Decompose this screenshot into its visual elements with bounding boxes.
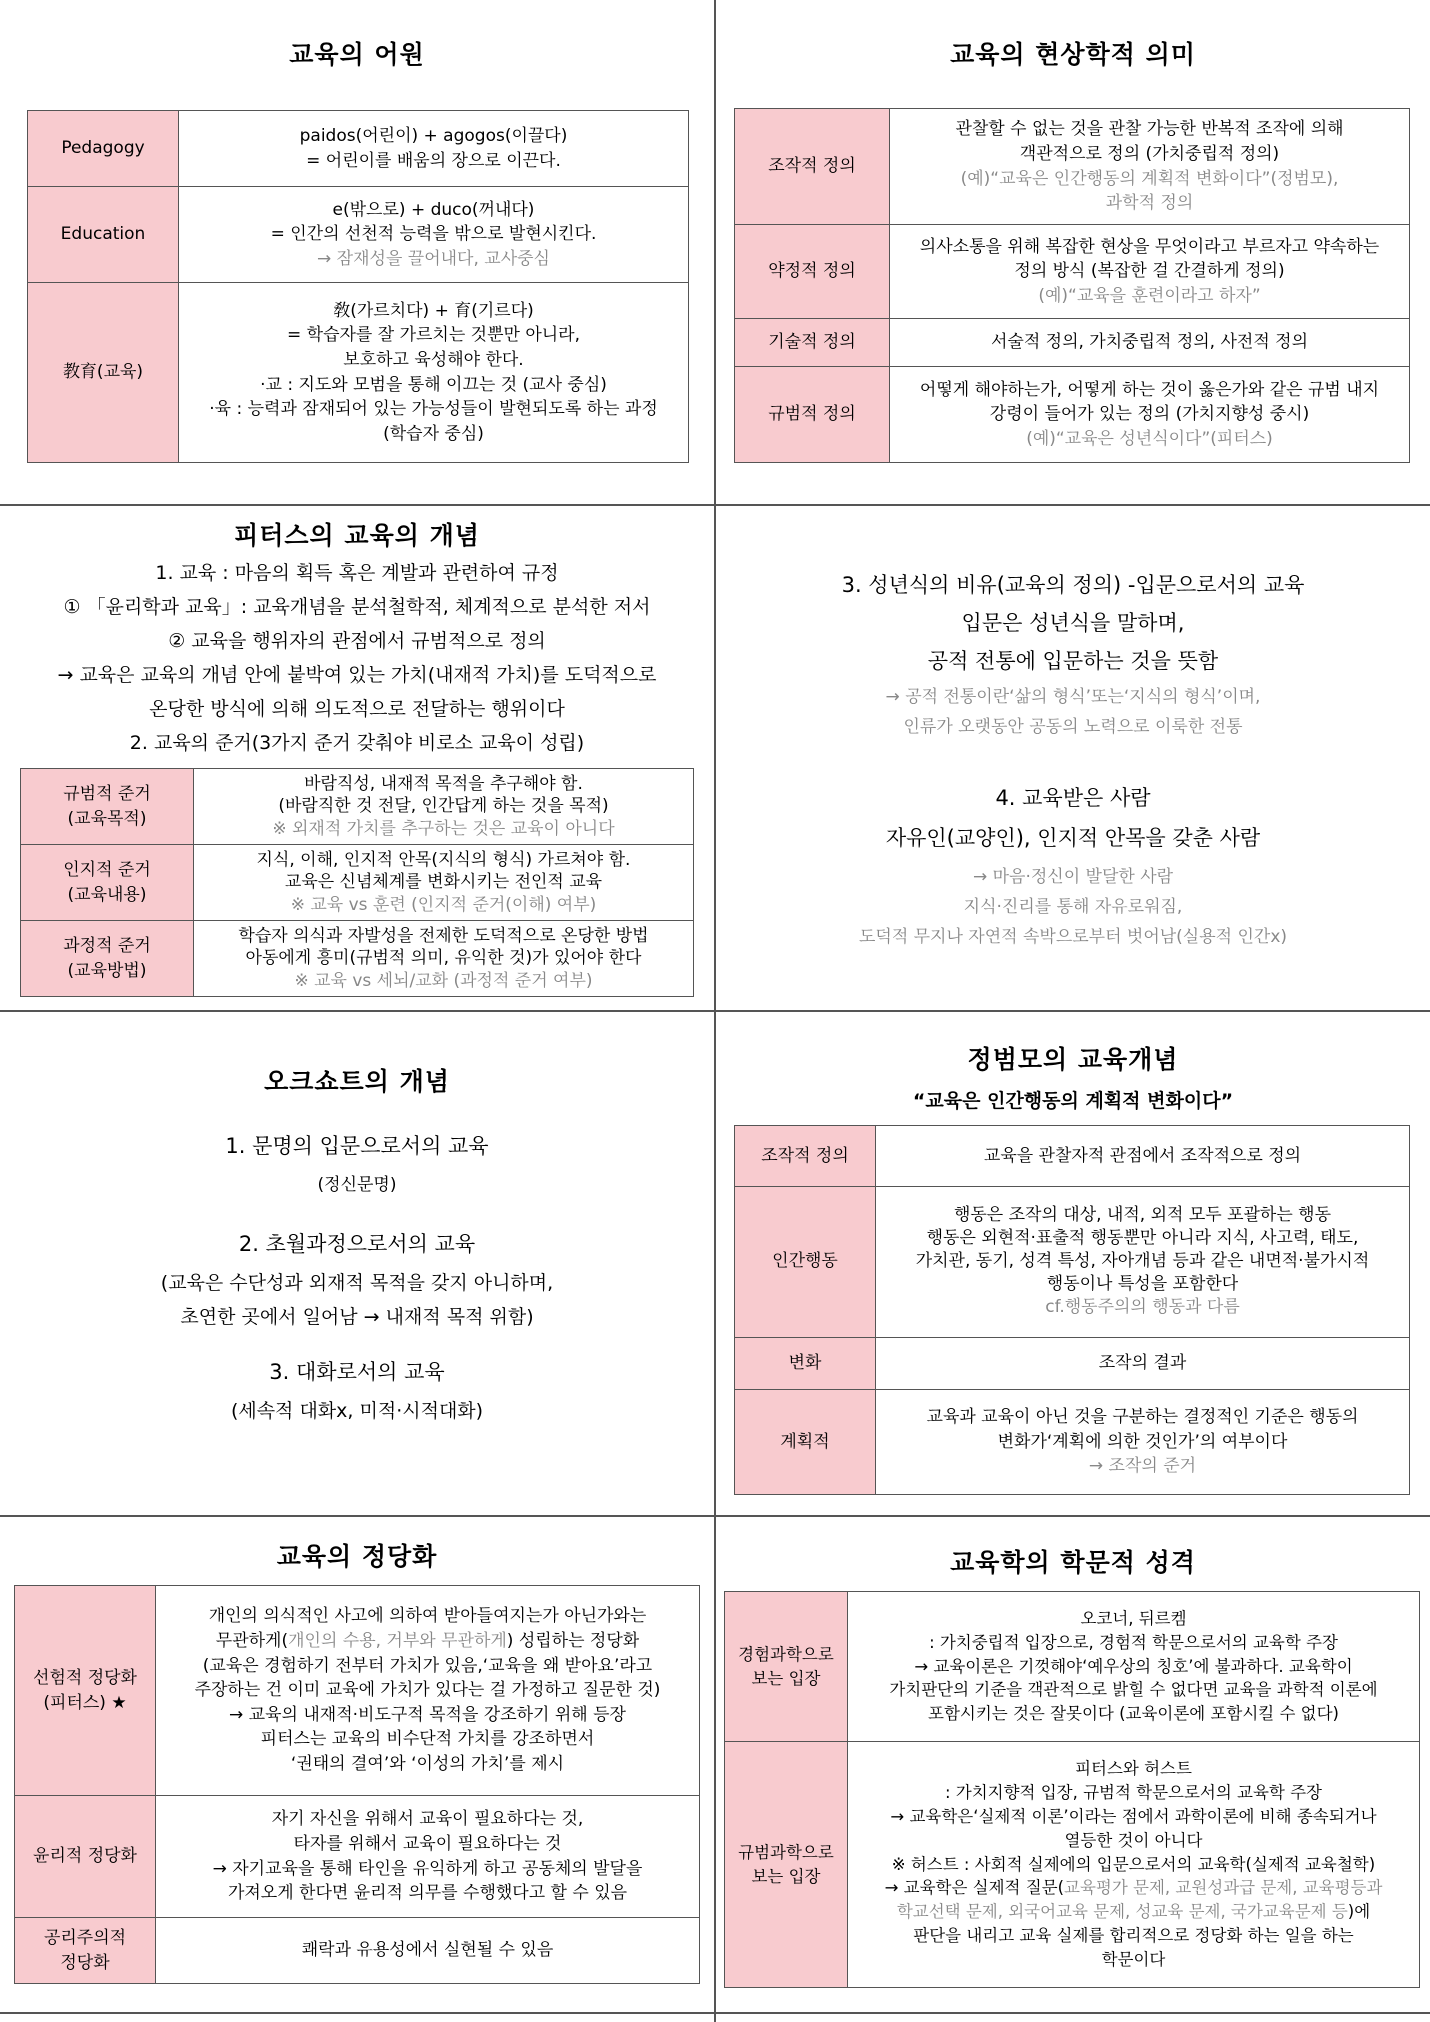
panel-title: 피터스의 교육의 개념 xyxy=(234,521,480,550)
content-line: ·육 : 능력과 잠재되어 있는 가능성들이 발현되도록 하는 과정 xyxy=(209,399,658,420)
text-part: 무관하게( xyxy=(215,1630,289,1651)
table-row xyxy=(735,1337,1410,1389)
justification-table xyxy=(14,1585,700,1984)
row-content xyxy=(194,921,694,997)
content-line: : 가치지향적 입장, 규범적 학문으로서의 교육학 주장 xyxy=(945,1782,1322,1802)
note-line: 지식·진리를 통해 자유로워짐, xyxy=(963,897,1183,917)
content-line: ·교 : 지도와 모범을 통해 이끄는 것 (교사 중심) xyxy=(260,374,607,395)
criteria-table xyxy=(20,768,694,997)
content-line: = 학습자를 잘 가르치는 것뿐만 아니라, xyxy=(287,325,580,346)
row-content xyxy=(890,225,1410,319)
content-line: 행동은 외현적·표출적 행동뿐만 아니라 지식, 사고력, 태도, xyxy=(926,1228,1359,1249)
content-line: 가치판단의 기준을 객관적으로 밝힐 수 없다면 교육을 과학적 이론에 xyxy=(889,1680,1378,1700)
panel-title: 교육의 어원 xyxy=(289,40,425,69)
row-content xyxy=(194,845,694,921)
row-content xyxy=(156,1586,700,1796)
text-line: → 교육은 교육의 개념 안에 붙박여 있는 가치(내재적 가치)를 도덕적으로 xyxy=(57,664,657,686)
text-part: ) 성립하는 정당화 xyxy=(506,1630,640,1651)
text-line: ② 교육을 행위자의 관점에서 규범적으로 정의 xyxy=(168,630,546,652)
text-line: ① 「윤리학과 교육」: 교육개념을 분석철학적, 체계적으로 분석한 저서 xyxy=(63,596,651,618)
label-line: 보는 입장 xyxy=(751,1668,821,1688)
table-row xyxy=(735,1126,1410,1187)
text-line: 공적 전통에 입문하는 것을 뜻함 xyxy=(927,649,1219,673)
content-line: 교육과 교육이 아닌 것을 구분하는 결정적인 기준은 행동의 xyxy=(926,1407,1359,1428)
row-content xyxy=(876,1126,1410,1187)
label-line: 정당화 xyxy=(60,1952,110,1973)
content-line: 열등한 것이 아니다 xyxy=(1064,1830,1203,1850)
row-label: 변화 xyxy=(735,1337,876,1389)
row-label: 인간행동 xyxy=(735,1186,876,1337)
row-content xyxy=(179,187,689,283)
content-line: 교육은 신념체계를 변화시키는 전인적 교육 xyxy=(284,872,603,893)
table-row xyxy=(735,367,1410,463)
content-line: → 교육이론은 기껏해야‘예우상의 칭호’에 불과하다. 교육학이 xyxy=(914,1656,1353,1676)
row-label xyxy=(21,921,194,997)
table-row xyxy=(15,1918,700,1984)
content-note: ※ 교육 vs 세뇌/교화 (과정적 준거 여부) xyxy=(294,970,593,991)
content-line: 객관적으로 정의 (가치중립적 정의) xyxy=(1019,143,1280,164)
content-line: 아동에게 흥미(규범적 의미, 유익한 것)가 있어야 한다 xyxy=(245,948,642,969)
label-line: 인지적 준거 xyxy=(63,859,151,880)
row-content xyxy=(876,1186,1410,1337)
content-line: 포함시키는 것은 잘못이다 (교육이론에 포함시킬 수 없다) xyxy=(928,1704,1339,1724)
text-line: 4. 교육받은 사람 xyxy=(995,786,1151,810)
content-line: → 교육학은‘실제적 이론’이라는 점에서 과학이론에 비해 종속되거나 xyxy=(890,1806,1377,1826)
text-line: (세속적 대화x, 미적·시적대화) xyxy=(230,1400,484,1422)
text-line: 2. 교육의 준거(3가지 준거 갖춰야 비로소 교육이 성립) xyxy=(129,732,585,754)
row-label: 教育(교육) xyxy=(28,283,179,463)
content-line: → 교육의 내재적·비도구적 목적을 강조하기 위해 등장 xyxy=(229,1704,626,1725)
row-label xyxy=(21,845,194,921)
text-line: 입문은 성년식을 말하며, xyxy=(961,611,1185,635)
panel-academic xyxy=(716,1517,1430,2012)
panel-title: 교육의 정당화 xyxy=(276,1542,438,1571)
content-line: 학문이다 xyxy=(1101,1950,1166,1970)
content-line: ※ 허스트 : 사회적 실제에의 입문으로서의 교육학(실제적 교육철학) xyxy=(891,1854,1376,1874)
row-label: 계획적 xyxy=(735,1390,876,1495)
table-row xyxy=(21,769,694,845)
row-label: 규범적 정의 xyxy=(735,367,890,463)
text-line: 온당한 방식에 의해 의도적으로 전달하는 행위이다 xyxy=(149,698,565,720)
content-line: 주장하는 건 이미 교육에 가치가 있다는 걸 가정하고 질문한 것) xyxy=(194,1680,661,1701)
content-line: : 가치중립적 입장으로, 경험적 학문으로서의 교육학 주장 xyxy=(929,1632,1338,1652)
label-line: (피터스) ★ xyxy=(43,1692,127,1713)
panel-title: 교육학의 학문적 성격 xyxy=(950,1548,1196,1577)
content-note: 과학적 정의 xyxy=(1105,193,1194,214)
content-note: (예)“교육을 훈련이라고 하자” xyxy=(1038,285,1261,306)
table-row xyxy=(21,845,694,921)
content-note: (예)“교육은 성년식이다”(피터스) xyxy=(1026,428,1273,449)
label-line: 공리주의적 xyxy=(43,1927,127,1948)
content-line: 정의 방식 (복잡한 걸 간결하게 정의) xyxy=(1014,261,1285,282)
note-line: 인류가 오랫동안 공동의 노력으로 이룩한 전통 xyxy=(903,717,1243,737)
text-line: 3. 대화로서의 교육 xyxy=(269,1360,445,1384)
table-row xyxy=(725,1592,1420,1742)
row-label xyxy=(15,1586,156,1796)
content-line xyxy=(162,1629,693,1654)
content-line: 자기 자신을 위해서 교육이 필요하다는 것, xyxy=(271,1809,584,1830)
row-divider xyxy=(0,2012,1430,2014)
content-line: (바람직한 것 전달, 인간답게 하는 것을 목적) xyxy=(278,796,609,817)
row-content xyxy=(194,769,694,845)
label-line: 규범적 준거 xyxy=(63,783,151,804)
row-label: 기술적 정의 xyxy=(735,319,890,367)
content-line: 행동은 조작의 대상, 내적, 외적 모두 포괄하는 행동 xyxy=(953,1205,1332,1226)
label-line: 규범과학으로 xyxy=(738,1842,834,1862)
text-line: 3. 성년식의 비유(교육의 정의) -입문으로서의 교육 xyxy=(841,573,1305,597)
text-part-gray: 학교선택 문제, 외국어교육 문제, 성교육 문제, 국가교육문제 등 xyxy=(896,1902,1348,1922)
content-line: 타자를 위해서 교육이 필요하다는 것 xyxy=(293,1833,562,1854)
academic-table xyxy=(724,1591,1420,1988)
table-row xyxy=(28,187,689,283)
content-line: 보호하고 육성해야 한다. xyxy=(343,349,524,370)
content-line: 敎(가르치다) + 育(기르다) xyxy=(333,300,534,321)
table-row xyxy=(21,921,694,997)
content-line: 서술적 정의, 가치중립적 정의, 사전적 정의 xyxy=(990,332,1308,353)
content-note: (예)“교육은 인간행동의 계획적 변화이다”(정범모), xyxy=(960,168,1339,189)
table-row xyxy=(735,1186,1410,1337)
table-row xyxy=(15,1586,700,1796)
row-label xyxy=(725,1592,848,1742)
content-line: 변화가‘계획에 의한 것인가’의 여부이다 xyxy=(997,1431,1288,1452)
row-content xyxy=(179,111,689,187)
row-content xyxy=(876,1337,1410,1389)
content-line: 쾌락과 유용성에서 실현될 수 있음 xyxy=(301,1940,554,1961)
row-content xyxy=(890,109,1410,225)
row-label xyxy=(15,1796,156,1918)
label-line: 윤리적 정당화 xyxy=(33,1846,137,1867)
label-line: 경험과학으로 xyxy=(738,1644,834,1664)
row-label: 조작적 정의 xyxy=(735,109,890,225)
text-part-gray: 교육평가 문제, 교원성과급 문제, 교육평등과 xyxy=(1064,1878,1383,1898)
content-line: 관찰할 수 없는 것을 관찰 가능한 반복적 조작에 의해 xyxy=(955,119,1344,140)
content-line: 가치관, 동기, 성격 특성, 자아개념 등과 같은 내면적·불가시적 xyxy=(915,1251,1370,1272)
table-row xyxy=(735,1390,1410,1495)
row-content xyxy=(848,1742,1420,1988)
label-line: 과정적 준거 xyxy=(63,935,151,956)
jeong-table xyxy=(734,1125,1410,1495)
content-line: → 자기교육을 통해 타인을 유익하게 하고 공동체의 발달을 xyxy=(212,1858,643,1879)
peters-text xyxy=(0,556,714,760)
note-line: 도덕적 무지나 자연적 속박으로부터 벗어남(실용적 인간x) xyxy=(858,927,1288,947)
content-line: 개인의 의식적인 사고에 의하여 받아들여지는가 아닌가와는 xyxy=(208,1606,647,1627)
text-line: 1. 문명의 입문으로서의 교육 xyxy=(225,1134,489,1158)
content-line: 지식, 이해, 인지적 안목(지식의 형식) 가르쳐야 함. xyxy=(256,850,631,871)
content-note: ※ 교육 vs 훈련 (인지적 준거(이해) 여부) xyxy=(290,894,597,915)
label-line: (교육방법) xyxy=(67,960,147,981)
row-content xyxy=(848,1592,1420,1742)
note-line: → 마음·정신이 발달한 사람 xyxy=(972,867,1174,887)
content-line: (교육은 경험하기 전부터 가치가 있음,‘교육을 왜 받아요’라고 xyxy=(202,1655,653,1676)
content-line: 의사소통을 위해 복잡한 현상을 무엇이라고 부르자고 약속하는 xyxy=(919,236,1380,257)
content-line: 학습자 의식과 자발성을 전제한 도덕적으로 온당한 방법 xyxy=(238,926,649,947)
text-part-gray: 개인의 수용, 거부와 무관하게 xyxy=(288,1630,507,1651)
content-line: 가져오게 한다면 윤리적 의무를 수행했다고 할 수 있음 xyxy=(227,1883,628,1904)
content-line: 조작의 결과 xyxy=(1098,1353,1187,1374)
row-label xyxy=(21,769,194,845)
panel-title: 교육의 현상학적 의미 xyxy=(950,40,1196,69)
row-label: 약정적 정의 xyxy=(735,225,890,319)
content-note: → 잠재성을 끌어내다, 교사중심 xyxy=(317,248,550,269)
label-line: 보는 입장 xyxy=(751,1866,821,1886)
text-part: → 교육학은 실제적 질문( xyxy=(884,1878,1065,1898)
text-line: (정신문명) xyxy=(317,1175,397,1195)
jeong-table-wrap xyxy=(734,1125,1410,1495)
panel-justification xyxy=(0,1517,714,2012)
content-note: → 조작의 준거 xyxy=(1088,1456,1197,1477)
content-line: 어떻게 해야하는가, 어떻게 하는 것이 옳은가와 같은 규범 내지 xyxy=(919,379,1380,400)
phenomenology-table xyxy=(734,108,1410,463)
educated-person-note xyxy=(716,862,1430,952)
text-line: 자유인(교양인), 인지적 안목을 갖춘 사람 xyxy=(885,826,1261,850)
table-row xyxy=(735,319,1410,367)
panel-jeong xyxy=(716,1012,1430,1515)
row-label xyxy=(725,1742,848,1988)
text-line: 1. 교육 : 마음의 획득 혹은 계발과 관련하여 규정 xyxy=(155,562,559,584)
content-line: = 어린이를 배움의 장으로 이끈다. xyxy=(306,150,561,171)
text-line: 2. 초월과정으로서의 교육 xyxy=(238,1232,476,1256)
content-line: e(밖으로) + duco(꺼내다) xyxy=(332,199,535,220)
content-line: 바람직성, 내재적 목적을 추구해야 함. xyxy=(304,774,583,795)
panel-phenomenology xyxy=(716,0,1430,504)
row-content xyxy=(156,1796,700,1918)
content-line: 강령이 들어가 있는 정의 (가치지향성 중시) xyxy=(989,404,1310,425)
row-content xyxy=(156,1918,700,1984)
educated-person-text xyxy=(716,778,1430,858)
label-line: (교육내용) xyxy=(67,884,147,905)
content-line: ‘권태의 결여’와 ‘이성의 가치’를 제시 xyxy=(290,1754,565,1775)
initiation-text xyxy=(716,566,1430,680)
content-line: 행동이나 특성을 포함한다 xyxy=(1046,1274,1239,1295)
content-line: 교육을 관찰자적 관점에서 조작적으로 정의 xyxy=(983,1145,1302,1166)
note-line: → 공적 전통이란‘삶의 형식’또는‘지식의 형식’이며, xyxy=(885,687,1261,707)
row-content xyxy=(179,283,689,463)
content-line: 피터스와 허스트 xyxy=(1075,1758,1192,1778)
content-line: 오코너, 뒤르켐 xyxy=(1080,1608,1187,1628)
row-label: Education xyxy=(28,187,179,283)
initiation-note xyxy=(716,682,1430,742)
label-line: (교육목적) xyxy=(67,808,147,829)
table-row xyxy=(735,225,1410,319)
panel-subtitle: “교육은 인간행동의 계획적 변화이다” xyxy=(912,1090,1234,1112)
content-line: 판단을 내리고 교육 실제를 합리적으로 정당화 하는 일을 하는 xyxy=(913,1926,1354,1946)
text-part: )에 xyxy=(1347,1902,1371,1922)
panel-title: 정범모의 교육개념 xyxy=(967,1045,1179,1074)
panel-etymology xyxy=(0,0,714,504)
label-line: 선험적 정당화 xyxy=(33,1667,137,1688)
content-line xyxy=(854,1900,1413,1924)
panel-oakeshott xyxy=(0,1012,714,1515)
content-line: 피터스는 교육의 비수단적 가치를 강조하면서 xyxy=(260,1729,595,1750)
panel-peters xyxy=(0,506,714,1010)
table-row xyxy=(28,111,689,187)
text-line: (교육은 수단성과 외재적 목적을 갖지 아니하며, xyxy=(160,1272,554,1294)
content-note: ※ 외재적 가치를 추구하는 것은 교육이 아니다 xyxy=(272,818,615,839)
panel-title: 오크쇼트의 개념 xyxy=(264,1067,450,1096)
panel-initiation xyxy=(716,506,1430,1010)
table-row xyxy=(15,1796,700,1918)
table-row xyxy=(28,283,689,463)
row-content xyxy=(876,1390,1410,1495)
etymology-table xyxy=(27,110,689,463)
row-label: 조작적 정의 xyxy=(735,1126,876,1187)
table-row xyxy=(735,109,1410,225)
content-line: (학습자 중심) xyxy=(383,423,484,444)
text-line: 초연한 곳에서 일어남 → 내재적 목적 위함) xyxy=(180,1306,534,1328)
row-label: Pedagogy xyxy=(28,111,179,187)
content-line: paidos(어린이) + agogos(이끌다) xyxy=(299,125,568,146)
row-label xyxy=(15,1918,156,1984)
table-row xyxy=(725,1742,1420,1988)
content-note: cf.행동주의의 행동과 다름 xyxy=(1045,1297,1240,1318)
row-content xyxy=(890,367,1410,463)
row-content xyxy=(890,319,1410,367)
content-line: = 인간의 선천적 능력을 밖으로 발현시킨다. xyxy=(270,224,597,245)
content-line xyxy=(854,1876,1413,1900)
